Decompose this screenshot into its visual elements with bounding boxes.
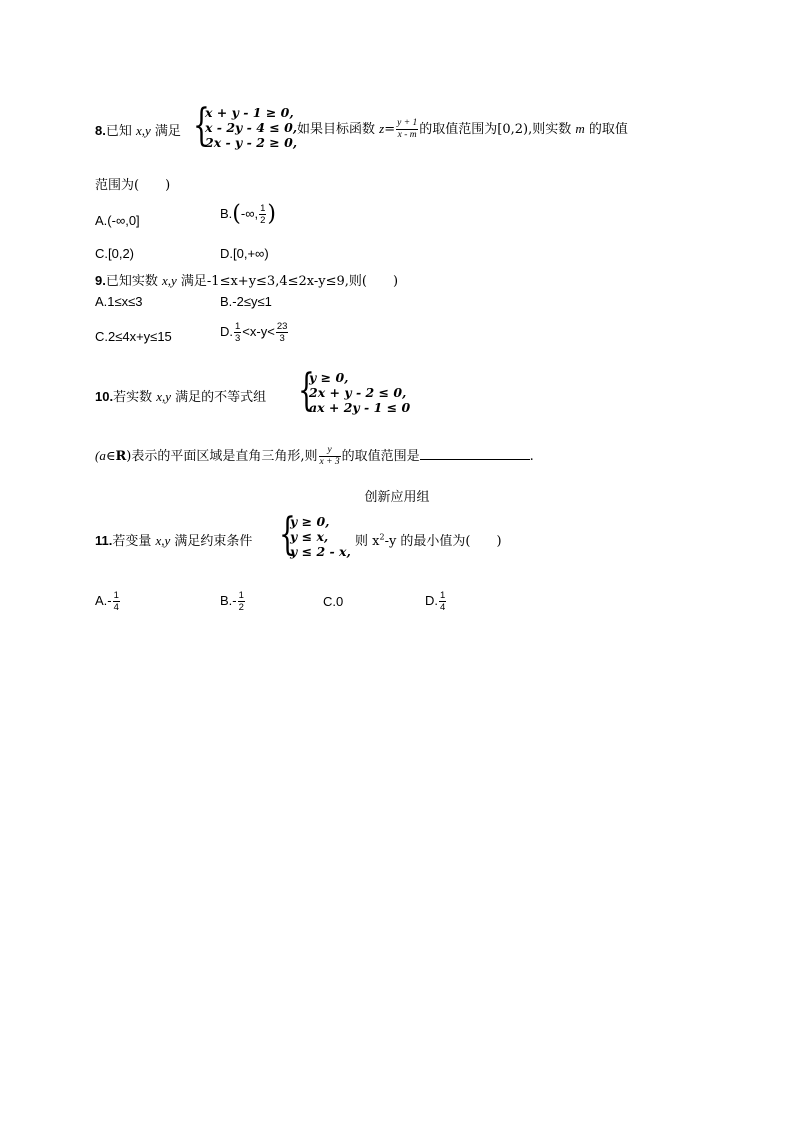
q8-frac-den: x - m [397, 130, 417, 140]
q11-option-d-frac [439, 590, 446, 613]
q8-vars: x,y [135, 123, 151, 138]
q9-option-d-den2: 3 [276, 332, 289, 344]
q10-vars: x,y [156, 389, 172, 404]
q9-vars: x,y [161, 273, 177, 288]
q10-text: 若实数 [113, 390, 157, 405]
q11-option-a-den: 4 [113, 602, 119, 613]
q9-option-d-mid: <x-y< [242, 323, 275, 339]
q8-option-b-label: B. [220, 205, 233, 221]
q10-R: R [115, 449, 127, 464]
q11-brace: { [279, 509, 296, 560]
q11-tail-text: 则 x [355, 534, 380, 549]
q9-option-d-frac2 [276, 321, 289, 344]
q8-eq: = [384, 122, 396, 137]
q9-option-d-frac1 [234, 321, 241, 344]
q8-number: 8. [95, 123, 106, 138]
q9-option-d-label: D. [220, 323, 233, 339]
q8-z: z [379, 121, 385, 136]
q9-option-d-den1: 3 [235, 333, 241, 344]
q11-text: 若变量 [112, 534, 156, 549]
q8-tail2: 的取值 [584, 122, 628, 137]
q11-tail [355, 530, 502, 549]
q11-option-b-frac [238, 590, 245, 613]
q9-text: 已知实数 [105, 274, 162, 289]
q9-option-a[interactable]: A.1≤x≤3 [95, 294, 143, 309]
q8-option-c[interactable]: C.[0,2) [95, 246, 135, 261]
q8-option-b-den: 2 [260, 215, 266, 226]
q9-option-c[interactable]: C.2≤4x+y≤15 [95, 329, 172, 344]
q9-text2: 满足-1≤x+y≤3,4≤2x-y≤9,则( ) [176, 274, 399, 289]
q8-system [205, 105, 297, 150]
q11-option-d-label: D. [425, 592, 438, 608]
q11-option-d-num: 1 [440, 590, 446, 601]
q9-option-d-num1: 1 [235, 321, 241, 332]
q8-ineq-3: 2x - y - 2 ≥ 0, [205, 135, 298, 150]
q10-ineq-1: y ≥ 0, [309, 370, 349, 385]
q8-line1-tail [297, 113, 628, 146]
q10-a: (a [95, 448, 106, 463]
q10-line2-end: . [529, 449, 534, 464]
q11-stem [95, 530, 252, 549]
q11-ineq-2: y ≤ x, [290, 529, 329, 544]
q11-vars: x,y [155, 533, 171, 548]
q11-option-a-frac [113, 590, 120, 613]
q8-line2: 范围为( ) [95, 178, 171, 193]
q8-ineq-2: x - 2y - 4 ≤ 0, [205, 120, 298, 135]
q8-text-mid: 满足 [150, 124, 181, 139]
q10-in: ∈ [105, 449, 116, 464]
q10-frac-num: y [327, 445, 332, 455]
q8-line1 [95, 120, 181, 139]
q11-option-b[interactable] [220, 590, 246, 613]
q11-option-a[interactable] [95, 590, 121, 613]
q11-option-c[interactable]: C.0 [323, 594, 344, 609]
q8-option-a[interactable]: A.(-∞,0] [95, 213, 140, 228]
q10-line2-text: )表示的平面区域是直角三角形,则 [126, 449, 318, 464]
q11-ineq-1: y ≥ 0, [290, 514, 330, 529]
q9-number: 9. [95, 273, 106, 288]
q11-option-a-label: A.- [95, 592, 112, 608]
q8-target-text: 如果目标函数 [297, 122, 380, 137]
q11-text2: 满足约束条件 [170, 534, 253, 549]
q10-ineq-3: ax + 2y - 1 ≤ 0 [309, 400, 411, 415]
q8-option-b-rparen: ) [267, 201, 276, 227]
q11-option-b-label: B.- [220, 592, 237, 608]
q10-system [309, 370, 410, 415]
q11-sup: 2 [379, 532, 385, 542]
q8-tail1: 的取值范围为[0,2),则实数 [419, 122, 576, 137]
q8-option-b[interactable] [220, 203, 276, 226]
q10-line2-tail: 的取值范围是 [341, 449, 420, 464]
q10-ineq-2: 2x + y - 2 ≤ 0, [309, 385, 407, 400]
q10-brace: { [298, 365, 315, 416]
q11-option-d-den: 4 [440, 602, 446, 613]
q11-number: 11. [95, 533, 113, 548]
q9-stem [95, 270, 398, 289]
q10-answer-blank[interactable] [420, 445, 530, 460]
q8-option-b-frac [259, 203, 266, 226]
q8-frac-num: y + 1 [397, 118, 418, 128]
q8-ineq-1: x + y - 1 ≥ 0, [205, 105, 294, 120]
q11-ineq-3: y ≤ 2 - x, [290, 544, 351, 559]
q8-brace: { [193, 100, 210, 151]
q9-option-b[interactable]: B.-2≤y≤1 [220, 294, 272, 309]
q11-option-a-num: 1 [113, 590, 119, 601]
q10-stem [95, 386, 266, 405]
q8-option-b-inner: -∞, [240, 205, 259, 221]
q8-option-b-num: 1 [260, 203, 266, 214]
q8-m: m [575, 121, 585, 136]
section-title: 创新应用组 [364, 490, 430, 505]
q9-option-d[interactable] [220, 321, 289, 344]
q10-line2 [95, 441, 534, 472]
q11-tail-text2: -y 的最小值为( ) [384, 534, 502, 549]
q9-option-d-num2: 23 [276, 321, 288, 332]
q8-option-d[interactable]: D.[0,+∞) [220, 246, 269, 261]
q11-option-d[interactable] [425, 590, 447, 613]
q11-option-b-num: 1 [238, 590, 244, 601]
q8-fraction [396, 118, 418, 141]
q10-fraction [319, 445, 341, 468]
q10-text2: 满足的不等式组 [171, 390, 267, 405]
q8-option-b-lparen: ( [232, 201, 241, 227]
q10-number: 10. [95, 389, 114, 404]
q8-text-pre: 已知 [105, 124, 136, 139]
q11-option-b-den: 2 [238, 602, 244, 613]
q11-system [290, 514, 351, 559]
q10-frac-den: x + 3 [319, 457, 340, 467]
